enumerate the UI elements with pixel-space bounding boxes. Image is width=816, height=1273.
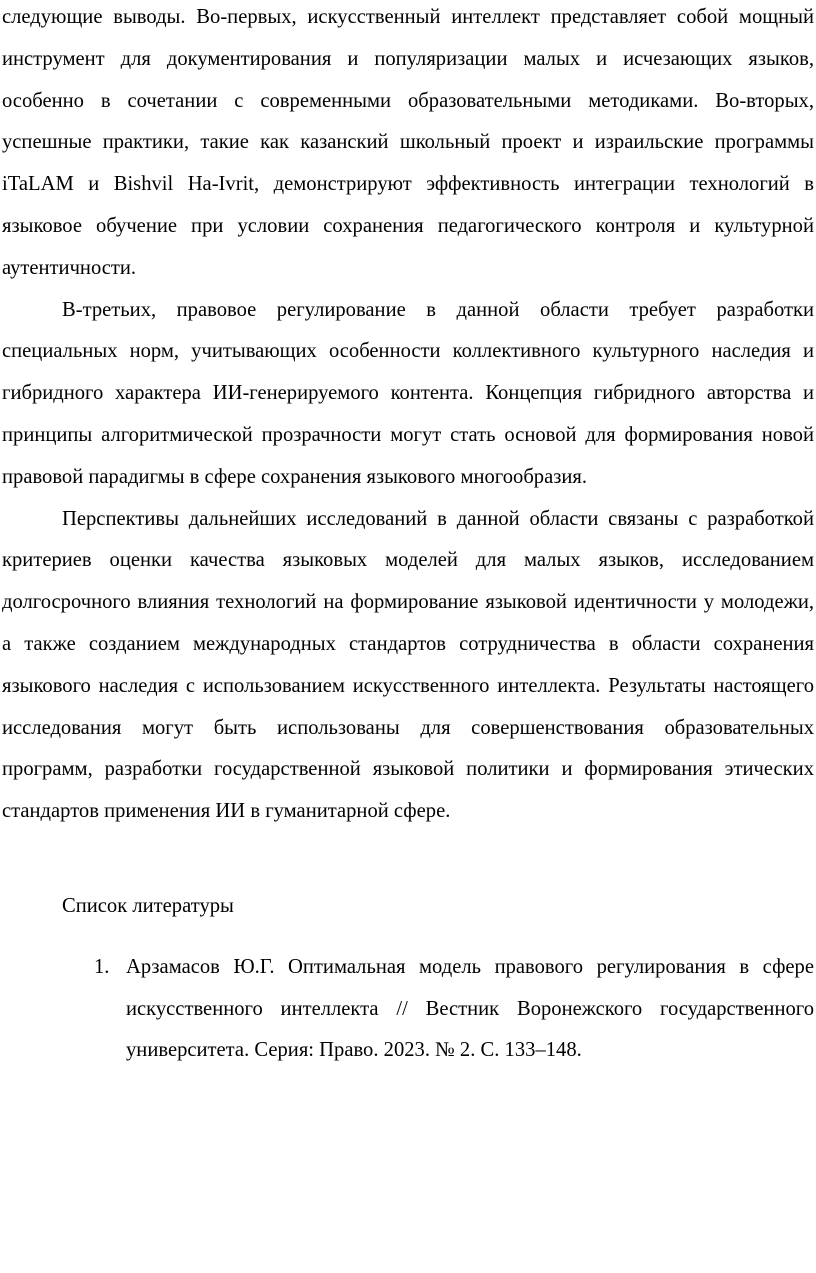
reference-text: Арзамасов Ю.Г. Оптимальная модель правового регулирования в сфере искусственного интеллекта // Вестник Воронежского государственного университета. Серия: Право. 2023. № 2. С. 133–148. xyxy=(126,955,814,1062)
references-list xyxy=(2,947,814,1072)
paragraph-research-perspectives: Перспективы дальнейших исследований в данной области связаны с разработкой критериев оценки качества языковых моделей для малых языков, исследованием долгосрочного влияния технологий на формирование языковой идентичности у молодежи, а также созданием международных стандартов сотрудничества в области сохранения языкового наследия с использованием искусственного интеллекта. Результаты настоящего исследования могут быть использованы для совершенствования образовательных программ, разработки государственной языковой политики и формирования этических стандартов применения ИИ в гуманитарной сфере. xyxy=(2,507,814,823)
paragraph-conclusions-continued: следующие выводы. Во-первых, искусственный интеллект представляет собой мощный инструмент для документирования и популяризации малых и исчезающих языков, особенно в сочетании с современными образовательными методиками. Во-вторых, успешные практики, такие как казанский школьный проект и израильские программы iTaLAM и Bishvil Ha-Ivrit, демонстрируют эффективность интеграции технологий в языковое обучение при условии сохранения педагогического контроля и культурной аутентичности. xyxy=(2,6,814,279)
paragraph-legal-regulation: В-третьих, правовое регулирование в данной области требует разработки специальных норм, учитывающих особенности коллективного культурного наследия и гибридного характера ИИ-генерируемого контента. Концепция гибридного авторства и принципы алгоритмической прозрачности могут стать основой для формирования новой правовой парадигмы в сфере сохранения языкового многообразия. xyxy=(2,298,814,488)
reference-number: 1. xyxy=(94,955,110,978)
reference-item xyxy=(2,947,814,1072)
references-heading: Список литературы xyxy=(62,894,234,917)
